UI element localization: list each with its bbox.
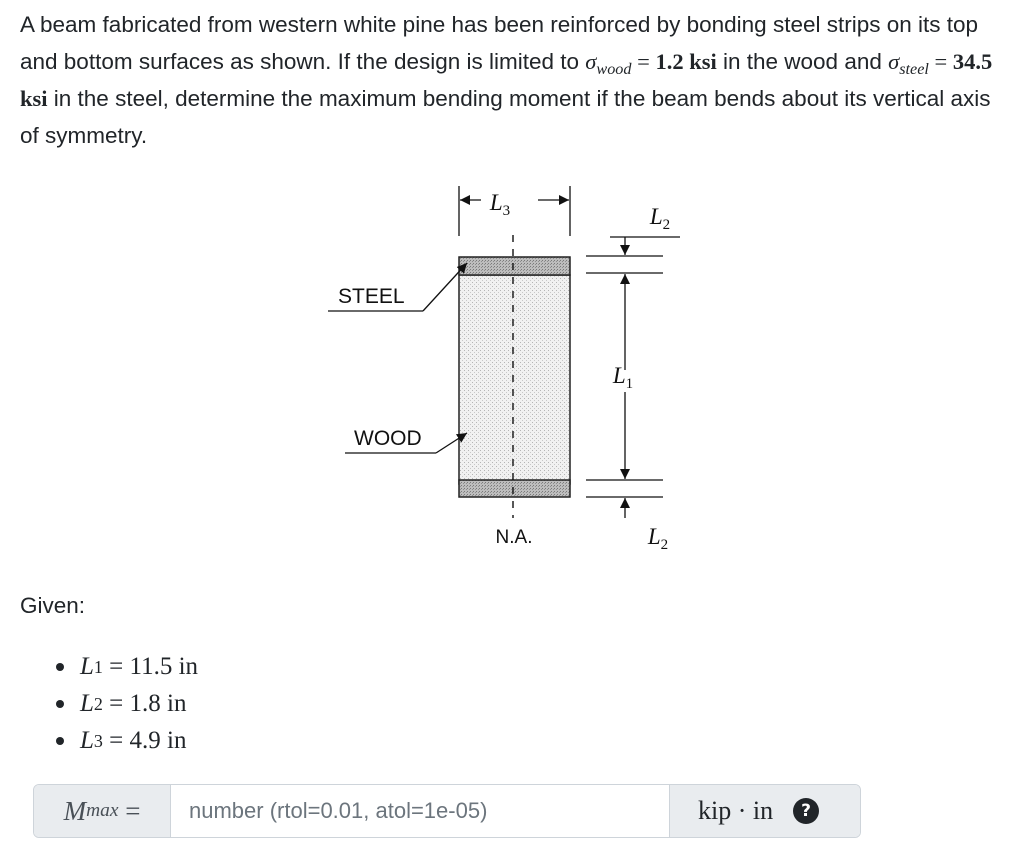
wood-label-group <box>345 427 467 453</box>
answer-input[interactable] <box>171 785 669 837</box>
problem-text-part: in the steel, determine the maximum bending moment if the beam bends about its vertical axis of symmetry. <box>20 86 991 148</box>
equals-sign: = <box>631 49 656 74</box>
bullet <box>56 700 64 708</box>
given-list <box>56 648 198 759</box>
answer-input-group <box>33 784 861 838</box>
l3-label: $L_3$ <box>489 190 511 219</box>
given-item-l3: L 3 = 4.9 in <box>56 722 198 759</box>
problem-text-part: in the wood and <box>716 49 889 74</box>
l2-top-label: $L_2$ <box>649 204 671 233</box>
wood-section <box>459 275 570 484</box>
beam-cross-section-figure <box>320 170 700 560</box>
steel-strip-bottom <box>459 480 570 497</box>
sigma-steel-subscript: steel <box>899 59 929 78</box>
unit-label: kip · in <box>698 796 774 825</box>
l3-dimension <box>459 186 570 236</box>
answer-variable-label: M max = <box>34 785 171 837</box>
given-heading: Given: <box>20 593 86 618</box>
equals-sign: = <box>928 49 953 74</box>
steel-strip-top <box>459 257 570 275</box>
help-icon[interactable]: ? <box>793 798 819 824</box>
bullet <box>56 737 64 745</box>
wood-label: WOOD <box>354 427 422 450</box>
sigma-steel-value: 34.5 ksi <box>20 49 993 111</box>
sigma-steel-symbol: σ <box>888 49 900 74</box>
bullet <box>56 663 64 671</box>
unit-addon <box>669 785 860 837</box>
problem-statement <box>20 6 1010 154</box>
l2-bottom-label: $L_2$ <box>647 524 669 553</box>
na-label: N.A. <box>495 527 533 548</box>
sigma-wood-symbol: σ <box>585 49 597 74</box>
steel-label-group <box>328 263 467 311</box>
given-item-l1: L 1 = 11.5 in <box>56 648 198 685</box>
steel-label: STEEL <box>338 285 405 308</box>
right-dimensions <box>586 204 680 553</box>
sigma-wood-value: 1.2 ksi <box>655 49 717 74</box>
l1-label: $L_1$ <box>612 363 634 392</box>
given-item-l2: L 2 = 1.8 in <box>56 685 198 722</box>
problem-text-part: A beam fabricated from western white pine has been reinforced by bonding steel strips on its top and bottom surfaces as shown. If the design is limited to <box>20 12 979 74</box>
sigma-wood-subscript: wood <box>596 59 632 78</box>
